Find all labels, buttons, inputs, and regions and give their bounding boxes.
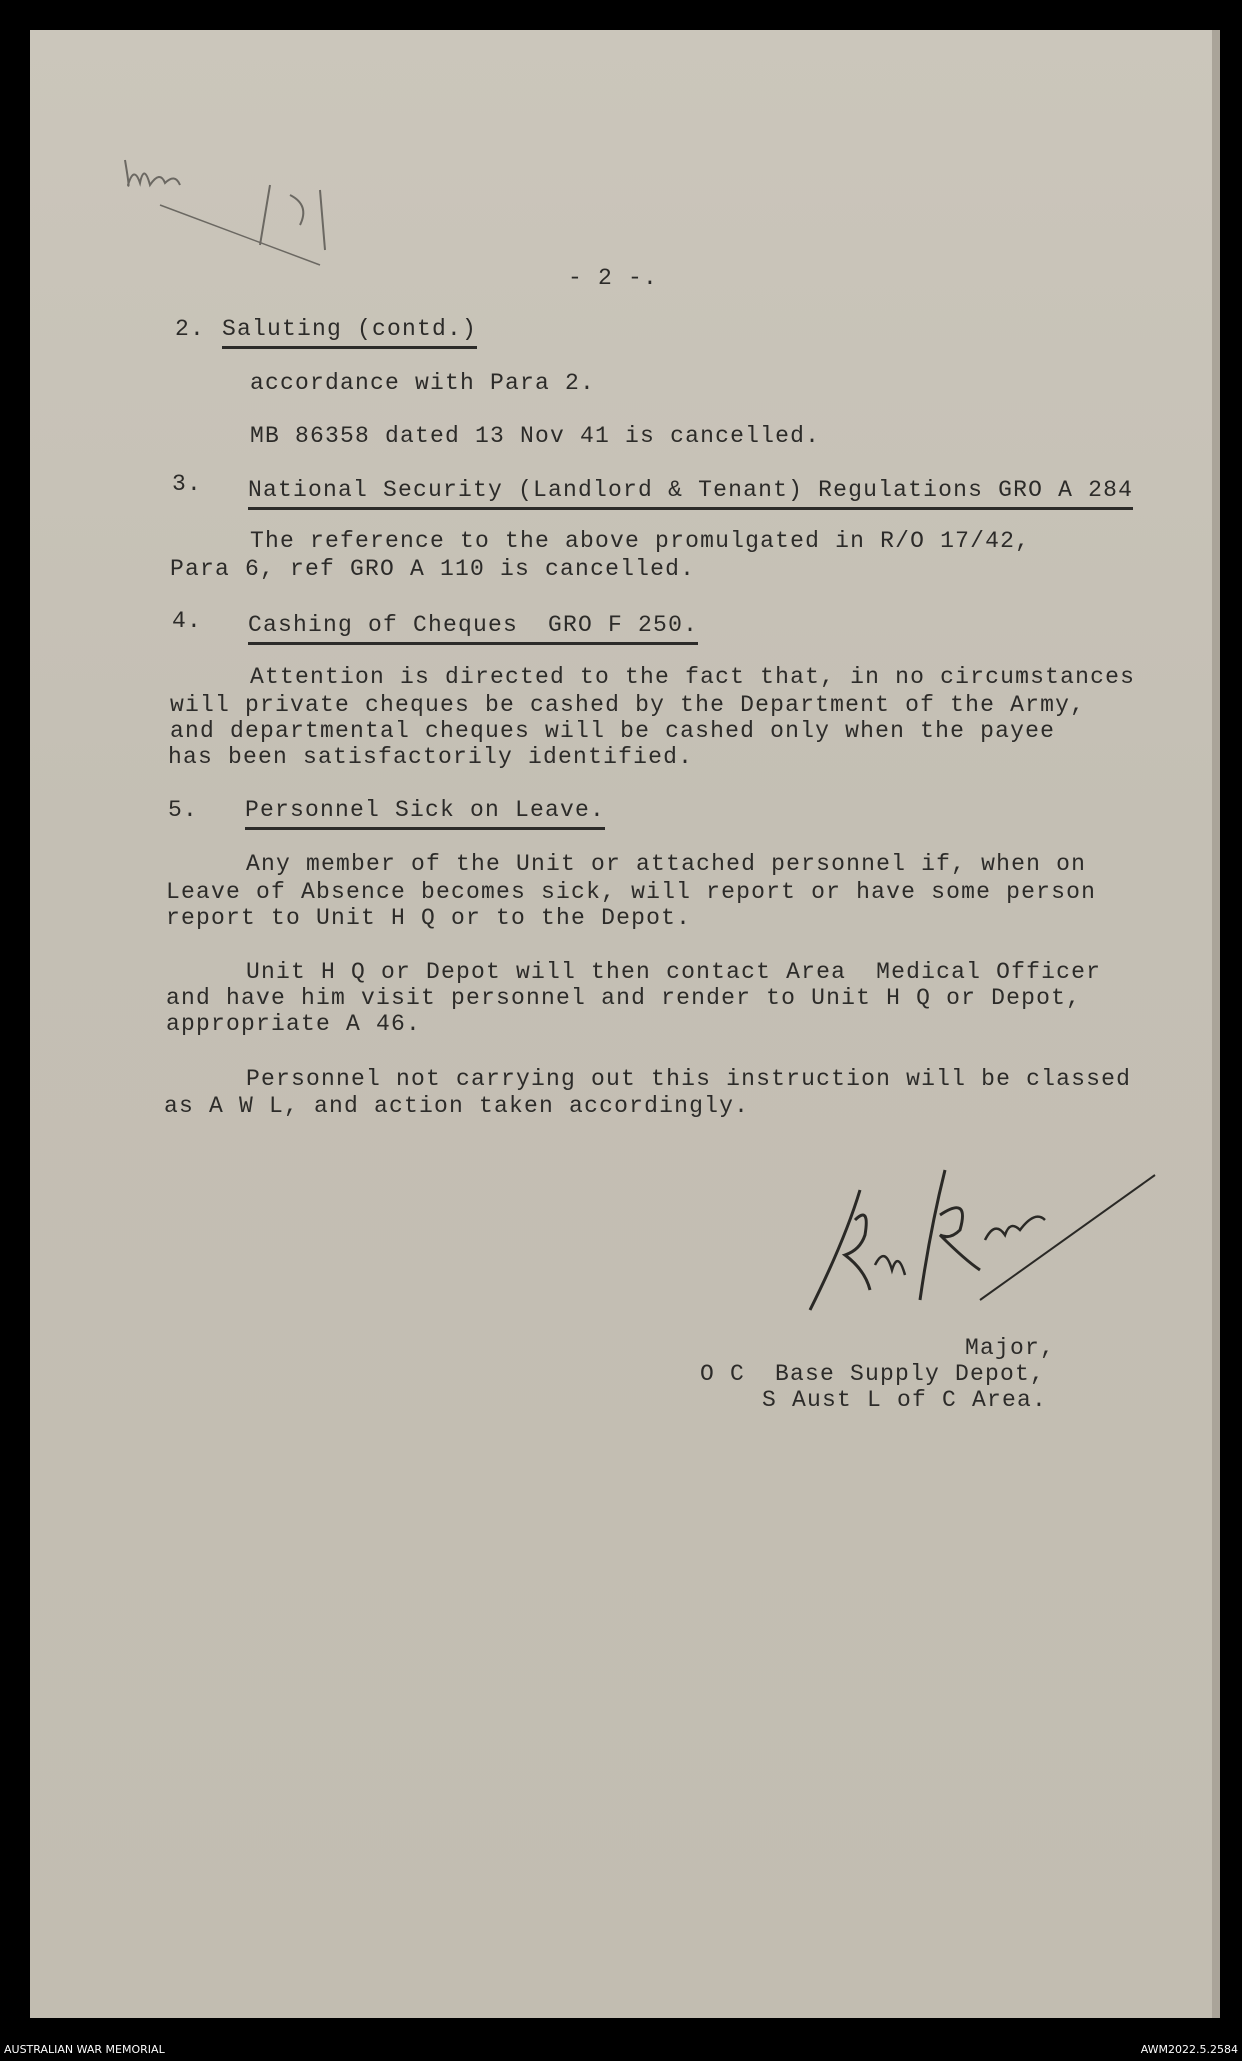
section-5-line: as A W L, and action taken accordingly. (164, 1093, 750, 1119)
section-5-line: Unit H Q or Depot will then contact Area Medical Officer (246, 959, 1102, 985)
section-5-heading: Personnel Sick on Leave. (245, 797, 605, 830)
section-2-line: MB 86358 dated 13 Nov 41 is cancelled. (250, 423, 821, 449)
footer-institution: AUSTRALIAN WAR MEMORIAL (4, 2043, 165, 2056)
signature-title: S Aust L of C Area. (762, 1387, 1048, 1413)
footer-accession: AWM2022.5.2584 (1140, 2043, 1238, 2056)
section-4-number: 4. (172, 608, 203, 634)
section-4-heading: Cashing of Cheques GRO F 250. (248, 612, 698, 645)
section-3-line: Para 6, ref GRO A 110 is cancelled. (170, 556, 696, 582)
section-5-number: 5. (168, 797, 199, 823)
section-4-line: Attention is directed to the fact that, in no circumstances (250, 664, 1136, 690)
section-3-number: 3. (172, 471, 203, 497)
section-4-line: will private cheques be cashed by the Department of the Army, (170, 692, 1086, 718)
section-5-line: Any member of the Unit or attached personnel if, when on (246, 851, 1087, 877)
section-5-line: Leave of Absence becomes sick, will report or have some person (166, 879, 1097, 905)
section-4-line: and departmental cheques will be cashed only when the payee (170, 718, 1056, 744)
section-5-line: Personnel not carrying out this instruction will be classed (246, 1066, 1132, 1092)
section-4-line: has been satisfactorily identified. (168, 744, 694, 770)
signature-title: Major, (965, 1335, 1056, 1361)
section-2-heading: Saluting (contd.) (222, 316, 477, 349)
page-number: - 2 -. (568, 265, 659, 291)
section-2-line: accordance with Para 2. (250, 370, 596, 396)
handwritten-signature (800, 1160, 1170, 1320)
section-3-line: The reference to the above promulgated in R/O 17/42, (250, 528, 1031, 554)
section-2-number: 2. (175, 316, 206, 342)
handwritten-margin-note (120, 145, 350, 275)
section-5-line: report to Unit H Q or to the Depot. (166, 905, 692, 931)
section-5-line: appropriate A 46. (166, 1011, 422, 1037)
signature-title: O C Base Supply Depot, (700, 1361, 1046, 1387)
section-3-heading: National Security (Landlord & Tenant) Regulations GRO A 284 (248, 477, 1133, 510)
section-5-line: and have him visit personnel and render to Unit H Q or Depot, (166, 985, 1082, 1011)
